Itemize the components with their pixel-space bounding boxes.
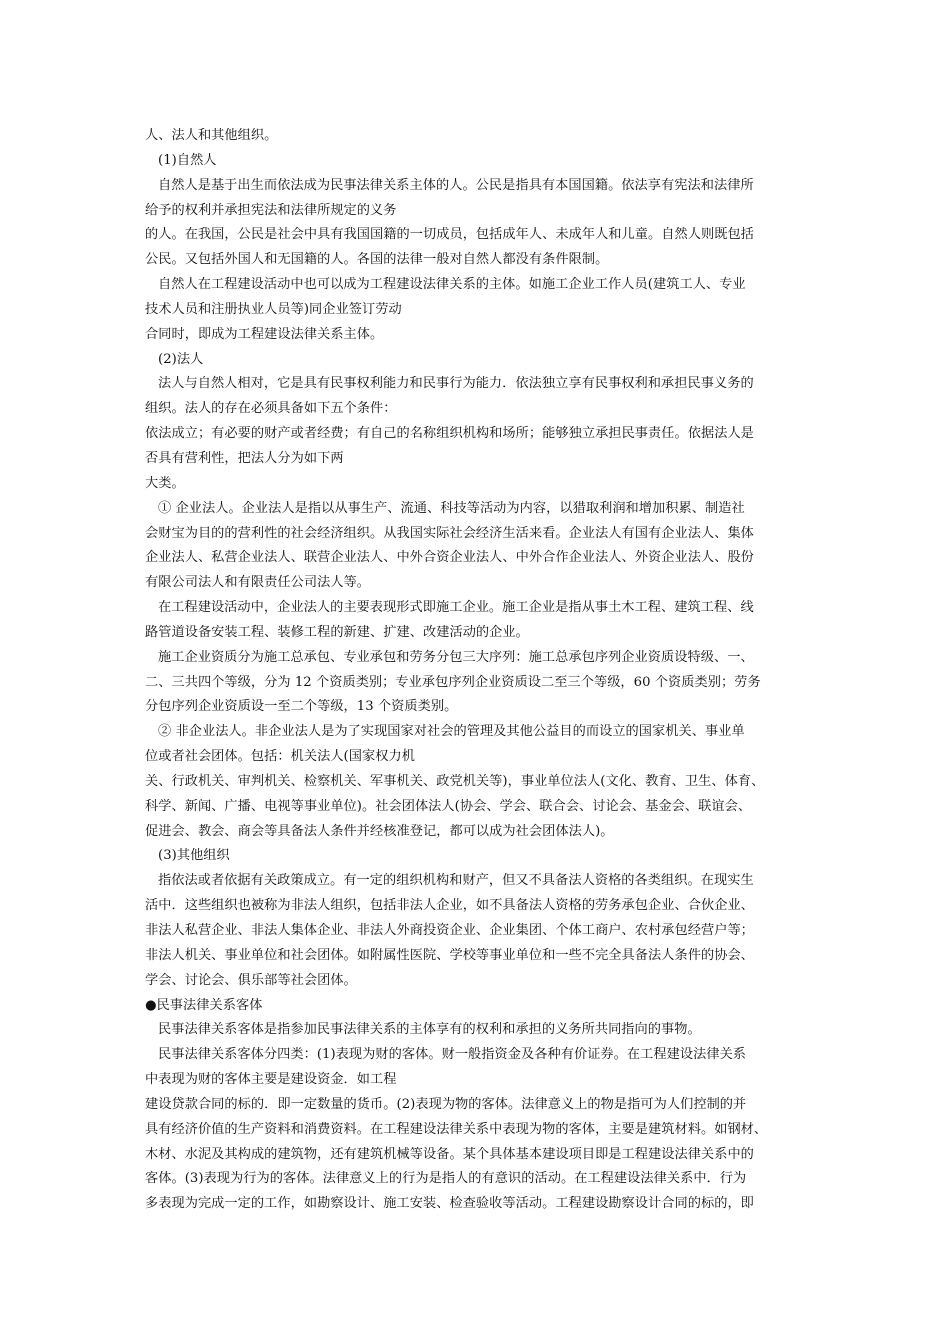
- text-line: 组织。法人的存在必须具备如下五个条件：: [145, 401, 397, 417]
- text-line: 非法人机关、事业单位和社会团体。如附属性医院、学校等事业单位和一些不完全具备法人条件的协会、: [145, 947, 754, 963]
- text-line: 多表现为完成一定的工作，如勘察设计、施工安装、检查验收等活动。工程建设勘察设计合同的标的，即: [145, 1196, 754, 1212]
- text-line: 合同时，即成为工程建设法律关系主体。: [145, 326, 384, 342]
- text-line: 科学、新闻、广播、电视等事业单位)。社会团体法人(协会、学会、联合会、讨论会、基金会、联谊会、: [145, 798, 752, 814]
- document-page: [145, 124, 815, 1217]
- text-line: 具有经济价值的生产资料和消费资料。在工程建设法律关系中表现为物的客体，主要是建筑材料。如钢材、: [145, 1121, 768, 1137]
- text-line: 在工程建设活动中，企业法人的主要表现形式即施工企业。施工企业是指从事土木工程、建筑工程、线: [158, 600, 754, 616]
- text-line: 分包序列企业资质设一至二个等级，13 个资质类别。: [145, 699, 458, 715]
- text-line: ② 非企业法人。非企业法人是为了实现国家对社会的管理及其他公益目的而设立的国家机关、事业单: [158, 724, 745, 740]
- text-line: 非法人私营企业、非法人集体企业、非法人外商投资企业、企业集团、个体工商户、农村承包经营户等；: [145, 923, 754, 938]
- text-line: 施工企业资质分为施工总承包、专业承包和劳务分包三大序列：施工总承包序列企业资质设特级、一、: [158, 649, 754, 665]
- text-line: 建设贷款合同的标的．即一定数量的货币。(2)表现为物的客体。法律意义上的物是指可为人们控制的并: [145, 1096, 747, 1112]
- text-line: (3)其他组织: [158, 848, 230, 864]
- text-line: (2)法人: [158, 351, 204, 367]
- text-line: 中表现为财的客体主要是建设资金．如工程: [145, 1072, 397, 1088]
- section-heading: ●民事法律关系客体: [145, 997, 263, 1013]
- text-line: 依法成立；有必要的财产或者经费；有自己的名称组织机构和场所；能够独立承担民事责任。依据法人是: [145, 426, 754, 442]
- text-line: 路管道设备安装工程、装修工程的新建、扩建、改建活动的企业。: [145, 624, 529, 640]
- text-line: ① 企业法人。企业法人是指以从事生产、流通、科技等活动为内容，以猎取利润和增加积累、制造社: [158, 500, 745, 516]
- text-line: 否具有营利性，把法人分为如下两: [145, 450, 344, 466]
- text-line: 技术人员和注册执业人员等)同企业签订劳动: [145, 301, 402, 317]
- text-line: 会财宝为目的的营利性的社会经济组织。从我国实际社会经济生活来看。企业法人有国有企业法人、集体: [145, 525, 754, 541]
- text-line: 学会、讨论会、俱乐部等社会团体。: [145, 972, 357, 988]
- text-line: 促进会、教会、商会等具备法人条件并经核准登记，都可以成为社会团体法人)。: [145, 823, 614, 839]
- text-line: 给予的权利并承担宪法和法律所规定的义务: [145, 202, 397, 218]
- text-line: 法人与自然人相对，它是具有民事权利能力和民事行为能力．依法独立享有民事权利和承担民事义务的: [158, 376, 754, 392]
- text-line: 二、三共四个等级，分为 12 个资质类别；专业承包序列企业资质设二至三个等级，60 个资质类别；劳务: [145, 674, 761, 690]
- text-line: 的人。在我国，公民是社会中具有我国国籍的一切成员，包括成年人、未成年人和儿童。自然人则既包括: [145, 227, 754, 243]
- text-line: 指依法或者依据有关政策成立。有一定的组织机构和财产，但又不具备法人资格的各类组织。在现实生: [158, 873, 754, 889]
- text-line: 自然人是基于出生而依法成为民事法律关系主体的人。公民是指具有本国国籍。依法享有宪法和法律所: [158, 177, 754, 193]
- text-line: 人、法人和其他组织。: [145, 128, 278, 143]
- text-line: 大类。: [145, 475, 185, 491]
- text-line: 企业法人、私营企业法人、联营企业法人、中外合资企业法人、中外合作企业法人、外资企业法人、股份: [145, 550, 754, 566]
- text-line: 自然人在工程建设活动中也可以成为工程建设法律关系的主体。如施工企业工作人员(建筑工人、专业: [158, 277, 746, 293]
- text-line: 有限公司法人和有限责任公司法人等。: [145, 575, 371, 591]
- text-line: 活中．这些组织也被称为非法人组织，包括非法人企业，如不具备法人资格的劳务承包企业、合伙企业、: [145, 898, 754, 914]
- text-line: 关、行政机关、审判机关、检察机关、军事机关、政党机关等)，事业单位法人(文化、教育、卫生、体育、: [145, 773, 765, 789]
- text-line: 公民。又包括外国人和无国籍的人。各国的法律一般对自然人都没有条件限制。: [145, 252, 609, 268]
- text-line: 位或者社会团体。包括：机关法人(国家权力机: [145, 749, 415, 765]
- text-line: 民事法律关系客体是指参加民事法律关系的主体享有的权利和承担的义务所共同指向的事物。: [158, 1022, 701, 1038]
- text-line: 客体。(3)表现为行为的客体。法律意义上的行为是指人的有意识的活动。在工程建设法律关系中．行为: [145, 1171, 747, 1187]
- text-line: (1)自然人: [158, 152, 217, 168]
- text-line: 民事法律关系客体分四类：(1)表现为财的客体。财一般指资金及各种有价证券。在工程建设法律关系: [158, 1047, 747, 1063]
- text-line: 木材、水泥及其构成的建筑物，还有建筑机械等设备。某个具体基本建设项目即是工程建设法律关系中的: [145, 1146, 754, 1162]
